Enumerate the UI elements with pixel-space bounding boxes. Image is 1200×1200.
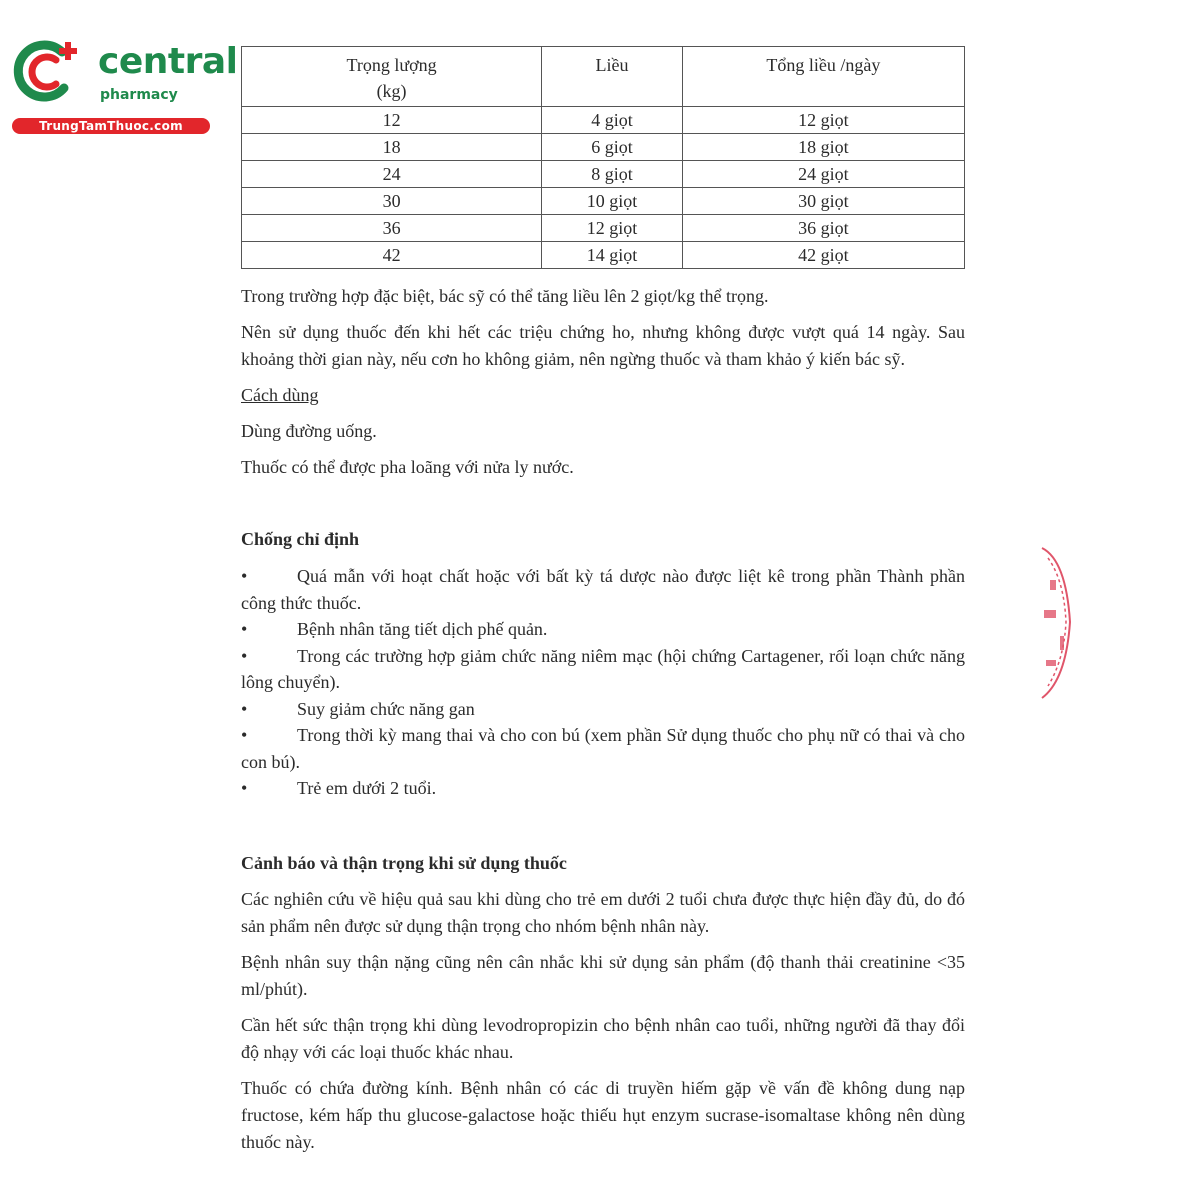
warning-paragraph: Thuốc có chứa đường kính. Bệnh nhân có các di truyền hiếm gặp về vấn đề không dung nạp fructose, kém hấp thu glucose-galactose hoặc thiếu hụt enzym sucrase-isomaltase không nên dùng thuốc này.	[241, 1077, 965, 1152]
bullet-icon: •	[241, 566, 248, 586]
table-cell: 36	[242, 215, 542, 242]
header-weight	[242, 47, 542, 107]
list-item	[241, 775, 965, 802]
list-item-text: Trẻ em dưới 2 tuổi.	[297, 778, 437, 798]
table-cell: 42	[242, 242, 542, 269]
table-cell: 42 giọt	[682, 242, 964, 269]
list-item	[241, 563, 965, 616]
dosage-special-note: Trong trường hợp đặc biệt, bác sỹ có thể tăng liều lên 2 giọt/kg thể trọng.	[241, 286, 769, 306]
contraindications-list	[241, 563, 965, 802]
usage-heading: Cách dùng	[241, 385, 319, 405]
warnings-heading: Cảnh báo và thận trọng khi sử dụng thuốc	[241, 852, 567, 873]
table-cell: 24 giọt	[682, 161, 964, 188]
brand-logo	[12, 38, 238, 138]
table-cell: 18	[242, 134, 542, 161]
warning-paragraph: Cần hết sức thận trọng khi dùng levodropropizin cho bệnh nhân cao tuổi, những người đã thay đổi độ nhạy với các loại thuốc khác nhau.	[241, 1014, 965, 1062]
logo-banner: TrungTamThuoc.com	[12, 118, 210, 134]
table-cell: 18 giọt	[682, 134, 964, 161]
table-header-row	[242, 47, 965, 107]
table-row	[242, 107, 965, 134]
bullet-icon: •	[241, 698, 248, 719]
table-cell: 6 giọt	[542, 134, 683, 161]
table-cell: 12 giọt	[682, 107, 964, 134]
header-daily-dose: Tổng liều /ngày	[682, 47, 964, 107]
table-cell: 4 giọt	[542, 107, 683, 134]
logo-name: central	[98, 41, 238, 82]
table-row	[242, 215, 965, 242]
list-item-text: Trong các trường hợp giảm chức năng niêm mạc (hội chứng Cartagener, rối loạn chức năng lông chuyển).	[241, 645, 965, 692]
logo-subtitle: pharmacy	[100, 87, 178, 103]
table-row	[242, 134, 965, 161]
red-stamp-icon	[1036, 540, 1076, 705]
table-cell: 14 giọt	[542, 242, 683, 269]
usage-route: Dùng đường uống.	[241, 421, 377, 441]
warning-paragraph: Bệnh nhân suy thận nặng cũng nên cân nhắc khi sử dụng sản phẩm (độ thanh thải creatinine <35 ml/phút).	[241, 951, 965, 999]
bullet-icon: •	[241, 645, 248, 666]
document-body	[241, 46, 965, 1156]
table-cell: 30 giọt	[682, 188, 964, 215]
list-item-text: Bệnh nhân tăng tiết dịch phế quản.	[297, 619, 548, 639]
usage-dilution: Thuốc có thể được pha loãng với nửa ly nước.	[241, 457, 574, 477]
dosage-table	[241, 46, 965, 269]
list-item-text: Quá mẫn với hoạt chất hoặc với bất kỳ tá dược nào được liệt kê trong phần Thành phần công thức thuốc.	[241, 566, 965, 613]
table-cell: 24	[242, 161, 542, 188]
table-row	[242, 242, 965, 269]
list-item-text: Trong thời kỳ mang thai và cho con bú (xem phần Sử dụng thuốc cho phụ nữ có thai và cho con bú).	[241, 725, 965, 772]
contraindications-heading: Chống chỉ định	[241, 529, 360, 549]
table-cell: 30	[242, 188, 542, 215]
list-item	[241, 643, 965, 696]
list-item	[241, 696, 965, 723]
table-cell: 12 giọt	[542, 215, 683, 242]
table-row	[242, 188, 965, 215]
bullet-icon: •	[241, 725, 248, 745]
dosage-duration-note: Nên sử dụng thuốc đến khi hết các triệu chứng ho, nhưng không được vượt quá 14 ngày. Sau khoảng thời gian này, nếu cơn ho không giảm, nên ngừng thuốc và tham khảo ý kiến bác sỹ.	[241, 322, 965, 369]
warning-paragraph: Các nghiên cứu về hiệu quả sau khi dùng cho trẻ em dưới 2 tuổi chưa được thực hiện đầy đủ, do đó sản phẩm nên được sử dụng thận trọng cho nhóm bệnh nhân này.	[241, 888, 965, 936]
list-item	[241, 616, 965, 643]
central-pharmacy-logo-icon	[12, 38, 88, 104]
header-dose: Liều	[542, 47, 683, 107]
list-item-text: Suy giảm chức năng gan	[297, 698, 475, 719]
header-weight-text: Trọng lượng (kg)	[346, 55, 437, 101]
bullet-icon: •	[241, 619, 248, 639]
table-cell: 10 giọt	[542, 188, 683, 215]
bullet-icon: •	[241, 778, 248, 798]
table-cell: 12	[242, 107, 542, 134]
table-cell: 36 giọt	[682, 215, 964, 242]
list-item	[241, 722, 965, 775]
table-row	[242, 161, 965, 188]
table-cell: 8 giọt	[542, 161, 683, 188]
